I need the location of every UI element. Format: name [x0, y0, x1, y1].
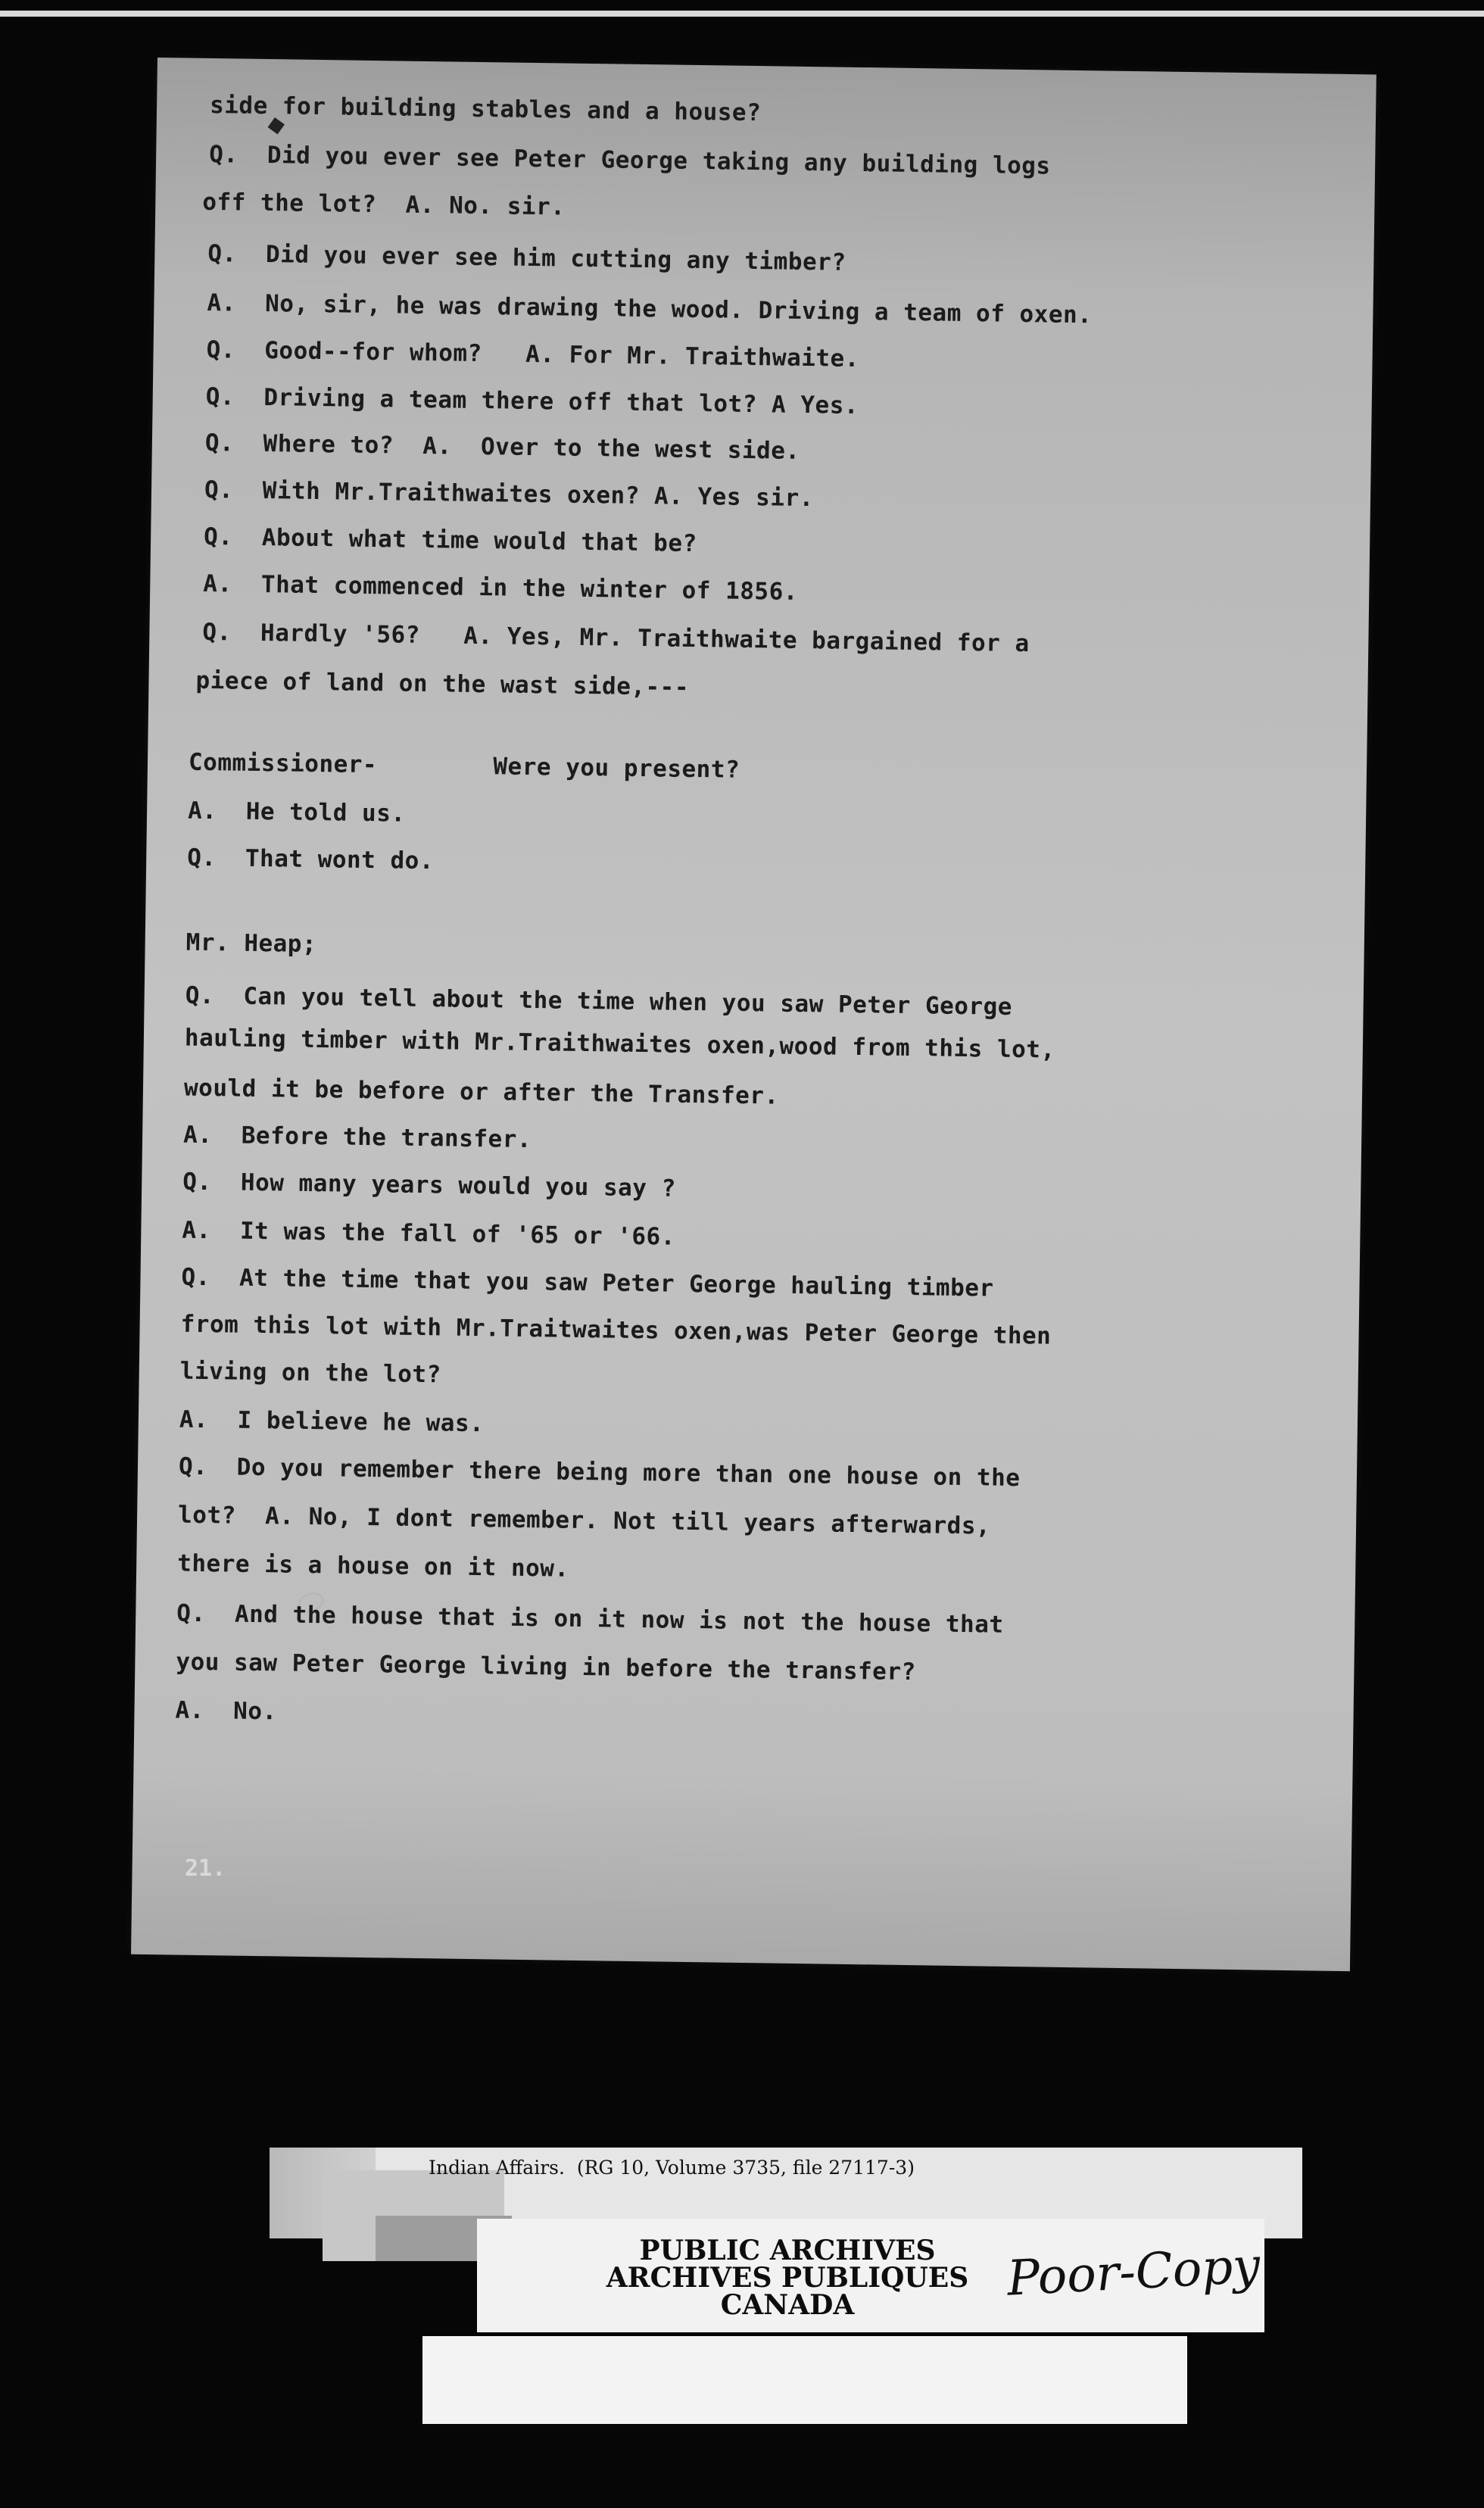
transcript-line: Q. About what time would that be?: [203, 522, 697, 558]
transcript-line: Q. Good--for whom? A. For Mr. Traithwaite.: [206, 335, 860, 373]
transcript-line: A. That commenced in the winter of 1856.: [203, 569, 799, 606]
transcript-line: living on the lot?: [179, 1357, 441, 1389]
stamp-line-public-archives: PUBLIC ARCHIVES: [639, 2235, 936, 2266]
transcript-line: A. I believe he was.: [179, 1405, 485, 1438]
transcript-line: Q. Do you remember there being more than one house on the: [178, 1452, 1021, 1493]
transcript-line: Commissioner- Were you present?: [188, 748, 740, 784]
transcript-line: you saw Peter George living in before the transfer?: [176, 1648, 916, 1686]
transcript-line: Q. Hardly '56? A. Yes, Mr. Traithwaite bargained for a: [202, 618, 1030, 658]
scanner-edge-line: [0, 11, 1484, 17]
transcript-line: off the lot? A. No. sir.: [202, 188, 566, 221]
transcript-line: piece of land on the wast side,---: [195, 666, 690, 701]
transcript-line: Q. Did you ever see Peter George taking any building logs: [208, 140, 1051, 180]
transcript-line: there is a house on it now.: [176, 1549, 569, 1583]
transcript-line: Q. Can you tell about the time when you saw Peter George: [185, 981, 1013, 1021]
transcript-line: Q. And the house that is on it now is not the house that: [176, 1599, 1004, 1639]
page-number: 21.: [185, 1855, 226, 1882]
transcript-line: would it be before or after the Transfer.: [183, 1074, 779, 1110]
transcript-line: Q. How many years would you say ?: [182, 1168, 677, 1203]
transcript-line: hauling timber with Mr.Traithwaites oxen,wood from this lot,: [184, 1024, 1055, 1064]
transcript-line: Q. With Mr.Traithwaites oxen? A. Yes sir.: [204, 476, 815, 513]
transcript-line: A. Before the transfer.: [182, 1121, 532, 1154]
transcript-line: Q. Did you ever see him cutting any timber?: [207, 239, 846, 276]
transcript-line: A. No, sir, he was drawing the wood. Driving a team of oxen.: [207, 289, 1093, 329]
archive-reference-text: Indian Affairs. (RG 10, Volume 3735, file 27117-3): [429, 2157, 915, 2179]
transcript-line: lot? A. No, I dont remember. Not till years afterwards,: [177, 1501, 991, 1540]
transcript-line: A. It was the fall of '65 or '66.: [182, 1216, 676, 1251]
transcript-line: side for building stables and a house?: [209, 91, 762, 127]
transcript-lines: [131, 58, 1376, 1971]
handwritten-poor-copy-note: Poor-Copy: [1005, 2238, 1262, 2307]
transcript-line: Q. That wont do.: [186, 844, 435, 875]
stamp-line-archives-publiques: ARCHIVES PUBLIQUES: [606, 2262, 969, 2294]
transcript-line: A. No.: [175, 1696, 277, 1726]
transcript-line: Mr. Heap;: [186, 928, 317, 959]
transcript-line: from this lot with Mr.Traitwaites oxen,was Peter George then: [180, 1310, 1052, 1350]
blank-label-strip: [422, 2336, 1187, 2424]
typed-transcript-page: [131, 58, 1376, 1971]
transcript-line: Q. Driving a team there off that lot? A Yes.: [205, 382, 859, 420]
stamp-line-canada: CANADA: [720, 2289, 855, 2321]
transcript-line: Q. At the time that you saw Peter George hauling timber: [181, 1263, 994, 1302]
transcript-line: Q. Where to? A. Over to the west side.: [204, 429, 800, 465]
archives-stamp: [477, 2219, 1264, 2332]
transcript-line: A. He told us.: [187, 797, 406, 828]
